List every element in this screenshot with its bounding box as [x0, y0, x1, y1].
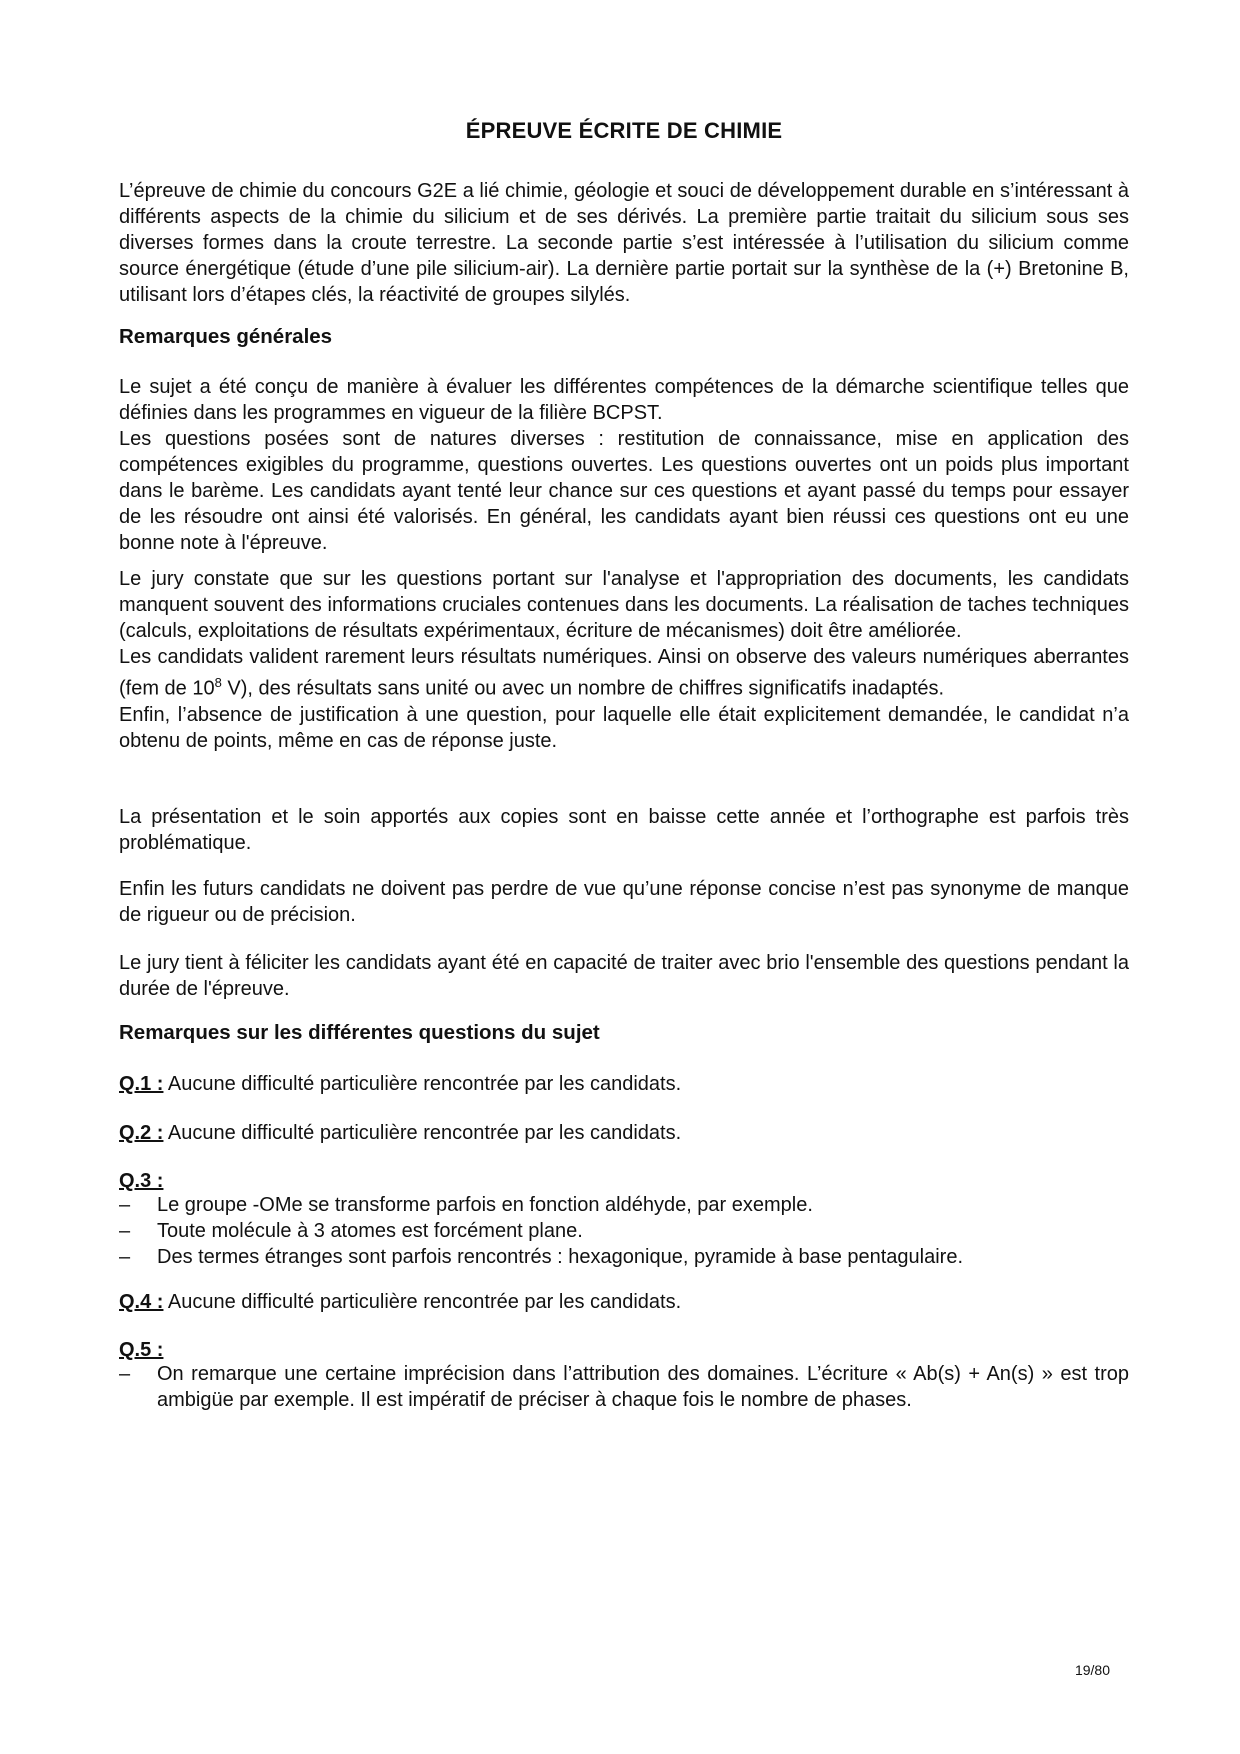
- question-2-label: Q.2 :: [119, 1122, 164, 1144]
- list-item-text: Des termes étranges sont parfois rencontrés : hexagonique, pyramide à base pentagulaire.: [157, 1246, 964, 1268]
- list-item: [119, 1361, 1129, 1413]
- question-3-label: Q.3 :: [119, 1170, 164, 1192]
- question-5: [119, 1337, 163, 1363]
- exponent: 8: [214, 675, 222, 690]
- question-2: [119, 1120, 681, 1146]
- general-paragraph-1: [119, 374, 1129, 556]
- question-4: [119, 1289, 681, 1315]
- general-paragraph-5: Le jury tient à féliciter les candidats ayant été en capacité de traiter avec brio l'ensemble des questions pendant la durée de l'épreuve.: [119, 952, 1129, 1000]
- list-item-text: Toute molécule à 3 atomes est forcément plane.: [157, 1220, 583, 1242]
- question-4-text: Aucune difficulté particulière rencontrée par les candidats.: [163, 1291, 682, 1313]
- question-2-text: Aucune difficulté particulière rencontrée par les candidats.: [163, 1122, 682, 1144]
- question-5-list: [119, 1361, 1129, 1413]
- dash-bullet: –: [119, 1220, 131, 1242]
- general-p2b-before: Les candidats valident rarement leurs résultats numériques. Ainsi on observe des valeurs numériques aberrantes (fem de 10: [119, 646, 1129, 700]
- list-item-text: Le groupe -OMe se transforme parfois en fonction aldéhyde, par exemple.: [157, 1194, 813, 1216]
- list-item: [119, 1244, 1129, 1270]
- question-1: [119, 1071, 681, 1097]
- list-item: [119, 1218, 1129, 1244]
- dash-bullet: –: [119, 1194, 131, 1216]
- questions-heading: Remarques sur les différentes questions du sujet: [119, 1021, 600, 1044]
- page-number: 19/80: [1074, 1662, 1110, 1678]
- list-item: [119, 1192, 1129, 1218]
- page-title: ÉPREUVE ÉCRITE DE CHIMIE: [465, 118, 783, 143]
- question-3: [119, 1168, 163, 1194]
- question-5-label: Q.5 :: [119, 1339, 164, 1361]
- general-remarks-heading: Remarques générales: [119, 325, 333, 348]
- dash-bullet: –: [119, 1363, 131, 1385]
- general-paragraph-4: Enfin les futurs candidats ne doivent pas perdre de vue qu’une réponse concise n’est pas synonyme de manque de rigueur ou de précision.: [119, 878, 1129, 926]
- general-p2b: [119, 644, 1129, 702]
- general-p2a: Le jury constate que sur les questions portant sur l'analyse et l'appropriation des documents, les candidats manquent souvent des informations cruciales contenues dans les documents. La réalisation de taches techniques (calculs, exploitations de résultats expérimentaux, écriture de mécanismes) doit être améliorée.: [119, 568, 1129, 642]
- question-1-text: Aucune difficulté particulière rencontrée par les candidats.: [163, 1073, 682, 1095]
- question-1-label: Q.1 :: [119, 1073, 164, 1095]
- intro-paragraph: L’épreuve de chimie du concours G2E a lié chimie, géologie et souci de développement durable en s’intéressant à différents aspects de la chimie du silicium et de ses dérivés. La première partie traitait du silicium sous ses diverses formes dans la croute terrestre. La seconde partie s’est intéressée à l’utilisation du silicium comme source énergétique (étude d’une pile silicium-air). La dernière partie portait sur la synthèse de la (+) Bretonine B, utilisant lors d’étapes clés, la réactivité de groupes silylés.: [119, 180, 1129, 306]
- question-3-list: [119, 1192, 1129, 1270]
- dash-bullet: –: [119, 1246, 131, 1268]
- general-paragraph-3: La présentation et le soin apportés aux copies sont en baisse cette année et l’orthographe est parfois très problématique.: [119, 806, 1129, 854]
- general-paragraph-2: [119, 566, 1129, 754]
- general-p1a: Le sujet a été conçu de manière à évaluer les différentes compétences de la démarche scientifique telles que définies dans les programmes en vigueur de la filière BCPST.: [119, 376, 1129, 424]
- general-p2b-after: V), des résultats sans unité ou avec un nombre de chiffres significatifs inadaptés.: [221, 677, 945, 700]
- question-4-label: Q.4 :: [119, 1291, 164, 1313]
- general-p2c: Enfin, l’absence de justification à une question, pour laquelle elle était explicitement demandée, le candidat n’a obtenu de points, même en cas de réponse juste.: [119, 703, 1129, 752]
- list-item-text: On remarque une certaine imprécision dans l’attribution des domaines. L’écriture « Ab(s) + An(s) » est trop ambigüe par exemple. Il est impératif de préciser à chaque fois le nombre de phases.: [157, 1363, 1129, 1411]
- general-p1b: Les questions posées sont de natures diverses : restitution de connaissance, mise en application des compétences exigibles du programme, questions ouvertes. Les questions ouvertes ont un poids plus important dans le barème. Les candidats ayant tenté leur chance sur ces questions et ayant passé du temps pour essayer de les résoudre ont ainsi été valorisés. En général, les candidats ayant bien réussi ces questions ont eu une bonne note à l'épreuve.: [119, 428, 1129, 554]
